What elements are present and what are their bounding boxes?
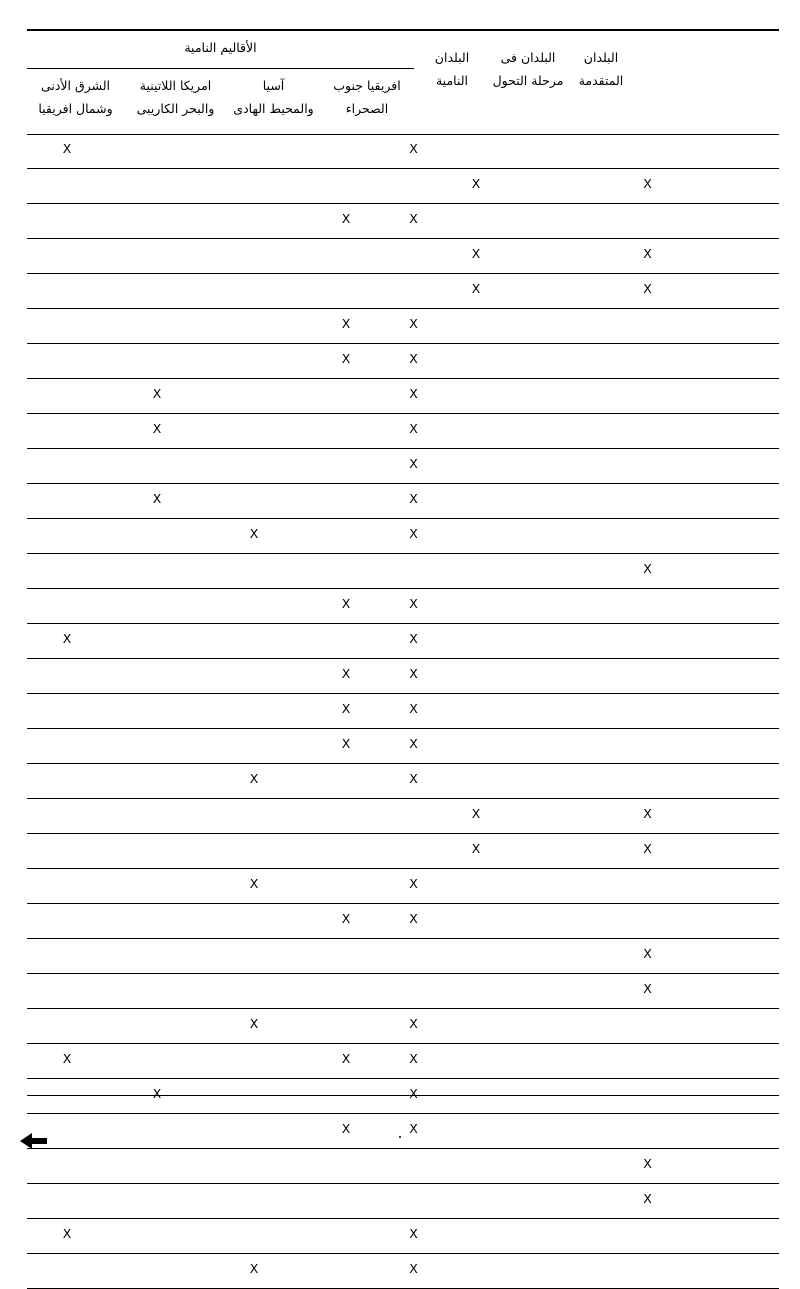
mark-near-east (27, 1184, 107, 1219)
table-row (27, 519, 779, 554)
mark-asia-pacific (207, 1149, 301, 1184)
mark-developing (391, 799, 436, 834)
mark-asia-pacific (207, 204, 301, 239)
mark-near-east (27, 974, 107, 1009)
header-developed: البلدان المتقدمة (578, 50, 624, 88)
mark-transition (436, 1184, 516, 1219)
mark-developed (516, 519, 779, 554)
mark-latin-america (107, 134, 207, 169)
mark-near-east (27, 799, 107, 834)
mark-developing (391, 834, 436, 869)
mark-asia-pacific (207, 694, 301, 729)
table-row (27, 729, 779, 764)
mark-developed: X (516, 939, 779, 974)
mark-latin-america (107, 519, 207, 554)
mark-developing: X (391, 449, 436, 484)
mark-transition (436, 449, 516, 484)
mark-latin-america (107, 169, 207, 204)
mark-transition: X (436, 834, 516, 869)
mark-developed (516, 134, 779, 169)
mark-latin-america (107, 1009, 207, 1044)
table-row (27, 1149, 779, 1184)
mark-near-east (27, 904, 107, 939)
table-row (27, 449, 779, 484)
mark-transition (436, 694, 516, 729)
mark-transition (436, 309, 516, 344)
mark-ssa (301, 239, 391, 274)
mark-developed (516, 694, 779, 729)
mark-developed (516, 1254, 779, 1289)
mark-developing: X (391, 344, 436, 379)
mark-near-east: X (27, 1044, 107, 1079)
mark-transition (436, 869, 516, 904)
mark-ssa (301, 1149, 391, 1184)
mark-developed (516, 869, 779, 904)
mark-transition (436, 764, 516, 799)
mark-developing (391, 239, 436, 274)
mark-ssa (301, 449, 391, 484)
table-row (27, 659, 779, 694)
mark-developed (516, 1009, 779, 1044)
mark-developed (516, 659, 779, 694)
mark-developing: X (391, 204, 436, 239)
mark-developed (516, 484, 779, 519)
mark-near-east (27, 239, 107, 274)
mark-ssa: X (301, 309, 391, 344)
mark-transition (436, 134, 516, 169)
table-row (27, 1114, 779, 1149)
table-row (27, 274, 779, 309)
table-row (27, 169, 779, 204)
developing-regions-title: الأقاليم النامية (184, 40, 257, 55)
mark-developing: X (391, 624, 436, 659)
mark-asia-pacific: X (207, 1254, 301, 1289)
mark-developed: X (516, 1149, 779, 1184)
mark-developing: X (391, 1114, 436, 1149)
mark-asia-pacific (207, 939, 301, 974)
mark-latin-america (107, 1254, 207, 1289)
mark-asia-pacific (207, 449, 301, 484)
mark-latin-america (107, 1149, 207, 1184)
mark-near-east (27, 764, 107, 799)
table-row (27, 1184, 779, 1219)
mark-asia-pacific (207, 1044, 301, 1079)
mark-transition (436, 344, 516, 379)
mark-transition (436, 379, 516, 414)
mark-asia-pacific (207, 379, 301, 414)
mark-developing (391, 554, 436, 589)
mark-latin-america (107, 309, 207, 344)
mark-developing: X (391, 134, 436, 169)
mark-developed (516, 1079, 779, 1114)
table-row (27, 834, 779, 869)
mark-latin-america: X (107, 1079, 207, 1114)
country-table (27, 134, 779, 1289)
table-row (27, 1254, 779, 1289)
mark-asia-pacific (207, 484, 301, 519)
mark-transition (436, 414, 516, 449)
mark-developing: X (391, 519, 436, 554)
mark-latin-america (107, 624, 207, 659)
table-row (27, 974, 779, 1009)
mark-asia-pacific (207, 1184, 301, 1219)
mark-ssa (301, 169, 391, 204)
mark-asia-pacific (207, 414, 301, 449)
mark-developing: X (391, 659, 436, 694)
mark-developed (516, 904, 779, 939)
mark-transition (436, 1114, 516, 1149)
mark-latin-america (107, 939, 207, 974)
mark-asia-pacific (207, 134, 301, 169)
mark-developing (391, 1149, 436, 1184)
mark-ssa: X (301, 1044, 391, 1079)
mark-developed: X (516, 1184, 779, 1219)
table-row (27, 239, 779, 274)
mark-near-east (27, 869, 107, 904)
table-row (27, 764, 779, 799)
mark-near-east (27, 519, 107, 554)
header-latin-america: امريكا اللاتينية والبحر الكاريبى (136, 78, 215, 116)
mark-transition (436, 624, 516, 659)
mark-transition: X (436, 239, 516, 274)
mark-transition (436, 1044, 516, 1079)
mark-developed (516, 204, 779, 239)
mark-asia-pacific (207, 799, 301, 834)
table-row (27, 904, 779, 939)
mark-latin-america (107, 589, 207, 624)
mark-ssa: X (301, 589, 391, 624)
mark-near-east (27, 729, 107, 764)
mark-near-east: X (27, 134, 107, 169)
page-dot (399, 1136, 401, 1138)
mark-asia-pacific: X (207, 764, 301, 799)
table-row (27, 694, 779, 729)
mark-latin-america (107, 904, 207, 939)
mark-transition (436, 659, 516, 694)
table-row (27, 869, 779, 904)
mark-near-east (27, 659, 107, 694)
mark-transition (436, 484, 516, 519)
mark-transition (436, 974, 516, 1009)
mark-developed: X (516, 799, 779, 834)
table-row (27, 134, 779, 169)
mark-latin-america: X (107, 379, 207, 414)
mark-latin-america (107, 869, 207, 904)
mark-ssa (301, 869, 391, 904)
mark-near-east (27, 169, 107, 204)
mark-latin-america (107, 729, 207, 764)
mark-latin-america (107, 694, 207, 729)
mark-ssa (301, 1219, 391, 1254)
mark-near-east: X (27, 1219, 107, 1254)
mark-developing: X (391, 694, 436, 729)
mark-asia-pacific (207, 309, 301, 344)
mark-asia-pacific (207, 624, 301, 659)
mark-near-east (27, 449, 107, 484)
mark-ssa: X (301, 659, 391, 694)
header-near-east: الشرق الأدنى وشمال افريقيا (38, 78, 113, 116)
mark-ssa (301, 799, 391, 834)
mark-transition (436, 904, 516, 939)
mark-developing: X (391, 1254, 436, 1289)
mark-near-east (27, 379, 107, 414)
mark-near-east (27, 1079, 107, 1114)
mark-near-east (27, 1254, 107, 1289)
table-row (27, 554, 779, 589)
mark-near-east (27, 694, 107, 729)
mark-developed (516, 624, 779, 659)
mark-asia-pacific (207, 904, 301, 939)
mark-developed (516, 729, 779, 764)
table-row (27, 344, 779, 379)
table-row (27, 939, 779, 974)
mark-developed (516, 344, 779, 379)
mark-asia-pacific (207, 239, 301, 274)
mark-ssa (301, 624, 391, 659)
mark-ssa: X (301, 1114, 391, 1149)
mark-ssa (301, 764, 391, 799)
mark-developing: X (391, 1079, 436, 1114)
mark-ssa (301, 834, 391, 869)
mark-ssa: X (301, 729, 391, 764)
left-arrow-icon[interactable] (20, 1132, 48, 1150)
mark-near-east (27, 414, 107, 449)
mark-asia-pacific (207, 1114, 301, 1149)
mark-developed: X (516, 554, 779, 589)
mark-developing (391, 169, 436, 204)
mark-latin-america (107, 274, 207, 309)
mark-latin-america: X (107, 414, 207, 449)
table-row (27, 624, 779, 659)
mark-transition (436, 729, 516, 764)
mark-ssa (301, 939, 391, 974)
mark-developed: X (516, 834, 779, 869)
table-row (27, 799, 779, 834)
mark-ssa: X (301, 344, 391, 379)
table-row (27, 484, 779, 519)
mark-ssa: X (301, 904, 391, 939)
mark-developed (516, 449, 779, 484)
mark-transition: X (436, 274, 516, 309)
mark-near-east (27, 274, 107, 309)
mark-developed (516, 1114, 779, 1149)
mark-latin-america (107, 834, 207, 869)
mark-ssa: X (301, 694, 391, 729)
mark-asia-pacific (207, 1079, 301, 1114)
mark-asia-pacific (207, 169, 301, 204)
mark-asia-pacific (207, 659, 301, 694)
mark-near-east (27, 1009, 107, 1044)
mark-asia-pacific (207, 1219, 301, 1254)
mark-near-east (27, 204, 107, 239)
table-row (27, 379, 779, 414)
mark-latin-america (107, 1219, 207, 1254)
mark-transition: X (436, 799, 516, 834)
table-row (27, 204, 779, 239)
mark-latin-america (107, 799, 207, 834)
mark-ssa (301, 1184, 391, 1219)
mark-near-east (27, 309, 107, 344)
mark-developed (516, 589, 779, 624)
mark-ssa (301, 1254, 391, 1289)
mark-developing: X (391, 309, 436, 344)
mark-transition (436, 204, 516, 239)
mark-transition (436, 519, 516, 554)
mark-developed: X (516, 239, 779, 274)
table-row (27, 309, 779, 344)
mark-near-east (27, 554, 107, 589)
mark-latin-america (107, 344, 207, 379)
mark-latin-america (107, 659, 207, 694)
mark-developing (391, 939, 436, 974)
mark-developing: X (391, 1009, 436, 1044)
group-underline (27, 68, 414, 69)
mark-developing: X (391, 1044, 436, 1079)
mark-developed: X (516, 274, 779, 309)
mark-latin-america (107, 974, 207, 1009)
mark-latin-america (107, 239, 207, 274)
mark-asia-pacific (207, 554, 301, 589)
mark-transition (436, 1149, 516, 1184)
mark-developing: X (391, 869, 436, 904)
mark-latin-america (107, 554, 207, 589)
table-row (27, 1079, 779, 1114)
mark-developing (391, 274, 436, 309)
mark-developed (516, 379, 779, 414)
mark-ssa (301, 554, 391, 589)
mark-asia-pacific (207, 274, 301, 309)
mark-transition (436, 1009, 516, 1044)
mark-asia-pacific: X (207, 869, 301, 904)
mark-developing (391, 974, 436, 1009)
mark-asia-pacific (207, 834, 301, 869)
mark-near-east (27, 834, 107, 869)
mark-developing (391, 1184, 436, 1219)
mark-developing: X (391, 589, 436, 624)
mark-asia-pacific (207, 974, 301, 1009)
mark-latin-america (107, 204, 207, 239)
mark-developing: X (391, 904, 436, 939)
mark-ssa (301, 274, 391, 309)
header-ssa: افريقيا جنوب الصحراء (333, 78, 401, 116)
mark-ssa (301, 974, 391, 1009)
mark-transition (436, 589, 516, 624)
mark-latin-america (107, 1114, 207, 1149)
mark-developed (516, 764, 779, 799)
mark-latin-america: X (107, 484, 207, 519)
mark-developing: X (391, 764, 436, 799)
bottom-rule (27, 1095, 779, 1096)
mark-ssa (301, 484, 391, 519)
mark-near-east (27, 484, 107, 519)
mark-asia-pacific: X (207, 1009, 301, 1044)
mark-near-east (27, 939, 107, 974)
mark-asia-pacific (207, 589, 301, 624)
mark-ssa (301, 134, 391, 169)
mark-developed (516, 1219, 779, 1254)
mark-near-east (27, 344, 107, 379)
mark-developing: X (391, 729, 436, 764)
mark-developing: X (391, 414, 436, 449)
mark-transition (436, 939, 516, 974)
mark-developing: X (391, 484, 436, 519)
mark-developed (516, 1044, 779, 1079)
mark-near-east (27, 1149, 107, 1184)
mark-developed (516, 309, 779, 344)
mark-transition: X (436, 169, 516, 204)
mark-transition (436, 1079, 516, 1114)
mark-developing: X (391, 379, 436, 414)
mark-asia-pacific: X (207, 519, 301, 554)
mark-developed: X (516, 974, 779, 1009)
mark-ssa (301, 519, 391, 554)
mark-transition (436, 1219, 516, 1254)
top-rule (27, 29, 779, 31)
table-row (27, 1009, 779, 1044)
mark-ssa (301, 1009, 391, 1044)
mark-ssa: X (301, 204, 391, 239)
mark-asia-pacific (207, 729, 301, 764)
mark-latin-america (107, 764, 207, 799)
mark-developing: X (391, 1219, 436, 1254)
mark-latin-america (107, 449, 207, 484)
mark-developed: X (516, 169, 779, 204)
table-row (27, 1044, 779, 1079)
table-row (27, 589, 779, 624)
mark-near-east: X (27, 624, 107, 659)
mark-ssa (301, 379, 391, 414)
mark-latin-america (107, 1044, 207, 1079)
table-row (27, 414, 779, 449)
mark-transition (436, 554, 516, 589)
mark-developed (516, 414, 779, 449)
header-transition: البلدان فى مرحلة التحول (492, 50, 564, 88)
table-row (27, 1219, 779, 1254)
mark-ssa (301, 1079, 391, 1114)
mark-near-east (27, 589, 107, 624)
mark-latin-america (107, 1184, 207, 1219)
mark-ssa (301, 414, 391, 449)
header-asia-pacific: آسيا والمحيط الهادى (233, 78, 314, 116)
mark-transition (436, 1254, 516, 1289)
mark-asia-pacific (207, 344, 301, 379)
header-developing: البلدان النامية (434, 50, 470, 88)
